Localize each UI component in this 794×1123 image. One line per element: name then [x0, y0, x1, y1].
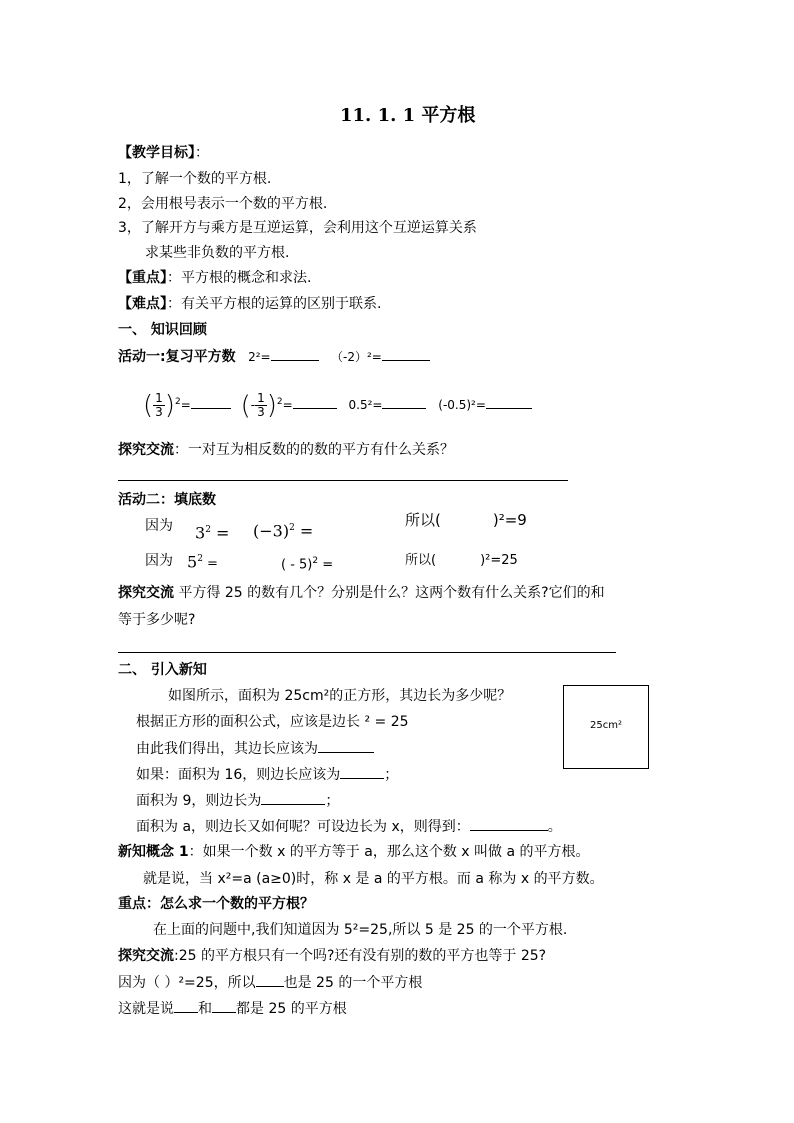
explore1: 探究交流：一对互为相反数的的数的平方有什么关系？	[118, 442, 454, 458]
explore2-cont: 等于多少呢?	[118, 612, 196, 628]
answer-blank[interactable]	[191, 394, 231, 409]
answer-blank[interactable]	[293, 394, 337, 409]
that-is-line: 这就是说 和 都是 25 的平方根	[118, 998, 347, 1019]
activity2-so2: 所以( )²=25	[405, 553, 518, 568]
objectives-heading: 【教学目标】：	[118, 145, 209, 161]
answer-line[interactable]	[118, 480, 568, 481]
activity1-label: 活动一:复习平方数	[118, 349, 236, 365]
fraction: $\frac{1}{3}$	[257, 391, 265, 419]
intro-line: 面积为 9，则边长为 ；	[136, 790, 339, 811]
focus-heading: 重点：怎么求一个数的平方根？	[118, 896, 314, 912]
fraction: $\frac{1}{3}$	[155, 391, 163, 419]
above-line: 在上面的问题中,我们知道因为 5²=25,所以 5 是 25 的一个平方根.	[153, 922, 568, 938]
answer-blank[interactable]	[212, 998, 236, 1013]
section-heading-review: 一、 知识回顾	[118, 322, 207, 338]
section-heading-new: 二、 引入新知	[118, 662, 207, 678]
activity1-line: 活动一:复习平方数 2²= （-2）²=	[118, 346, 430, 367]
intro-line: 根据正方形的面积公式，应该是边长 ² = 25	[136, 714, 409, 730]
activity2-label: 活动二：填底数	[118, 492, 216, 508]
explore3: 探究交流:25 的平方根只有一个吗?还有没有别的数的平方也等于 25?	[118, 948, 547, 964]
intro-line: 如果：面积为 16，则边长应该为 ；	[136, 764, 398, 785]
difficulty: 【难点】：有关平方根的运算的区别于联系.	[118, 296, 382, 312]
objective-item: 1，了解一个数的平方根.	[118, 171, 272, 187]
explore2: 探究交流 平方得 25 的数有几个？分别是什么？这两个数有什么关系?它们的和	[118, 585, 605, 601]
answer-blank[interactable]	[382, 394, 426, 409]
answer-blank[interactable]	[261, 790, 325, 805]
concept-cont: 就是说，当 x²=a (a≥0)时，称 x 是 a 的平方根。而 a 称为 x 的平方数。	[143, 871, 604, 887]
activity1-fraction-line: ( $\frac{1}{3}$ )$^2$= (- $\frac{1}{3}$ )$^2$= 0.5²= (-0.5)²=	[143, 384, 532, 420]
objective-item: 求某些非负数的平方根.	[145, 245, 290, 261]
because-line: 因为（ ）²=25，所以 也是 25 的一个平方根	[118, 972, 422, 993]
answer-blank[interactable]	[318, 738, 374, 753]
activity2-row2: 因为 $5^2$ = ( - 5)$^2$ =	[145, 552, 334, 573]
objective-item: 3，了解开方与乘方是互逆运算，会利用这个互逆运算关系	[118, 220, 477, 236]
intro-line: 如图所示，面积为 25cm²的正方形，其边长为多少呢？	[168, 688, 512, 704]
square-area-label: 25cm²	[590, 720, 622, 731]
answer-blank[interactable]	[486, 394, 532, 409]
answer-blank[interactable]	[271, 346, 319, 361]
answer-blank[interactable]	[256, 972, 284, 987]
answer-blank[interactable]	[340, 764, 384, 779]
answer-blank[interactable]	[382, 346, 430, 361]
answer-blank[interactable]	[174, 998, 198, 1013]
answer-line[interactable]	[118, 652, 616, 653]
answer-blank[interactable]	[470, 816, 548, 831]
key-point: 【重点】：平方根的概念和求法.	[118, 270, 312, 286]
objective-item: 2，会用根号表示一个数的平方根.	[118, 196, 328, 212]
concept: 新知概念 1：如果一个数 x 的平方等于 a，那么这个数 x 叫做 a 的平方根。	[118, 844, 590, 860]
activity2-row1: 因为 $3^2$ = $(-3)^2$ =	[145, 518, 314, 543]
square-figure	[563, 685, 649, 769]
intro-line: 由此我们得出，其边长应该为	[136, 738, 374, 759]
activity2-so1: 所以( )²=9	[405, 511, 527, 529]
intro-line: 面积为 a，则边长又如何呢？可设边长为 x，则得到： 。	[136, 816, 562, 837]
page-title: 11. 1. 1 平方根	[340, 105, 476, 126]
